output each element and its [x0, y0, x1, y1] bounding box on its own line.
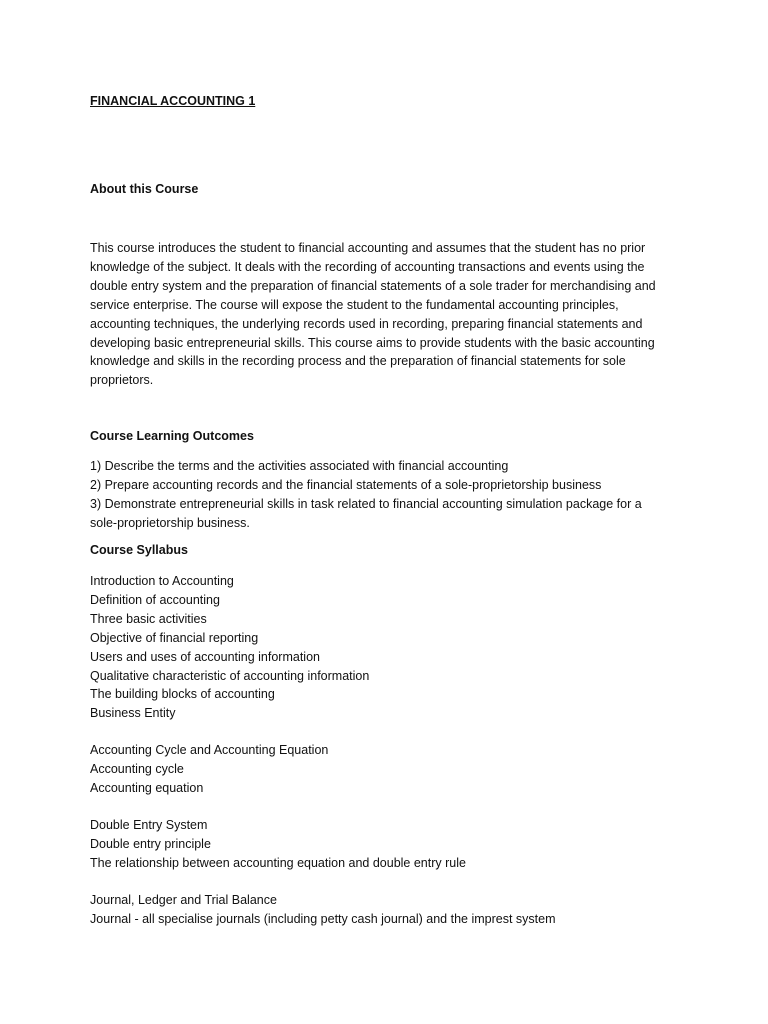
paragraph-line: developing basic entrepreneurial skills. This course aims to provide students with the basic accounting	[90, 335, 655, 350]
paragraph-line: proprietors.	[90, 373, 154, 388]
syllabus-item: Objective of financial reporting	[90, 630, 259, 645]
syllabus-item: The relationship between accounting equation and double entry rule	[90, 855, 466, 870]
paragraph-line: double entry system and the preparation of financial statements of a sole trader for merchandising and	[90, 278, 656, 293]
paragraph-line: accounting techniques, the underlying records used in recording, preparing financial statements and	[90, 316, 643, 331]
syllabus-item: Users and uses of accounting information	[90, 649, 320, 664]
syllabus-item: Three basic activities	[90, 611, 207, 626]
outcome-item: 3) Demonstrate entrepreneurial skills in task related to financial accounting simulation package for a	[90, 496, 642, 511]
syllabus-item: Introduction to Accounting	[90, 574, 234, 588]
syllabus-item: Qualitative characteristic of accounting information	[90, 668, 370, 683]
syllabus-section-journal-ledger	[90, 891, 690, 929]
syllabus-item: Double entry principle	[90, 836, 211, 851]
paragraph-line: This course introduces the student to financial accounting and assumes that the student has no prior	[90, 241, 646, 255]
about-heading: About this Course	[90, 182, 199, 196]
outcomes-heading: Course Learning Outcomes	[90, 429, 254, 443]
outcomes-list	[90, 457, 690, 533]
syllabus-item: Business Entity	[90, 706, 176, 721]
syllabus-item: Accounting Cycle and Accounting Equation	[90, 743, 329, 757]
about-paragraph	[90, 239, 680, 390]
syllabus-section-double-entry	[90, 816, 690, 873]
outcome-item: 2) Prepare accounting records and the financial statements of a sole-proprietorship business	[90, 477, 602, 492]
syllabus-item: Journal, Ledger and Trial Balance	[90, 893, 277, 907]
outcome-item: sole-proprietorship business.	[90, 515, 250, 530]
document-title: FINANCIAL ACCOUNTING 1	[90, 94, 256, 108]
syllabus-item: The building blocks of accounting	[90, 687, 275, 702]
paragraph-line: knowledge of the subject. It deals with the recording of accounting transactions and events using the	[90, 259, 645, 274]
paragraph-line: knowledge and skills in the recording process and the preparation of financial statements for sole	[90, 354, 626, 369]
syllabus-item: Double Entry System	[90, 818, 208, 832]
syllabus-section-accounting-cycle	[90, 741, 690, 798]
paragraph-line: service enterprise. The course will expose the student to the fundamental accounting principles,	[90, 297, 619, 312]
syllabus-item: Definition of accounting	[90, 592, 220, 607]
syllabus-heading: Course Syllabus	[90, 543, 188, 557]
syllabus-item: Journal - all specialise journals (including petty cash journal) and the imprest system	[90, 911, 556, 926]
syllabus-item: Accounting equation	[90, 780, 204, 795]
syllabus-item: Accounting cycle	[90, 761, 184, 776]
outcome-item: 1) Describe the terms and the activities associated with financial accounting	[90, 459, 509, 473]
syllabus-section-introduction	[90, 572, 690, 723]
